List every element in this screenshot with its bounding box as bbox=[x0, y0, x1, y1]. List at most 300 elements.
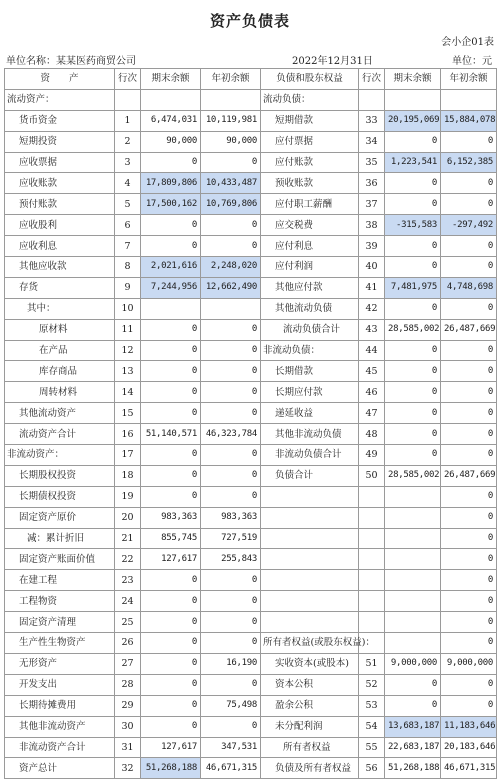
liability-beginning-balance: 15,884,078 bbox=[441, 110, 497, 131]
liability-beginning-balance: 0 bbox=[441, 695, 497, 716]
table-row bbox=[5, 257, 497, 278]
liability-label: 非流动负债合计 bbox=[261, 445, 359, 466]
asset-ending-balance: 0 bbox=[141, 403, 201, 424]
liability-ending-balance: 0 bbox=[385, 382, 441, 403]
form-number: 会小企01表 bbox=[441, 37, 494, 48]
asset-label: 应收票据 bbox=[5, 152, 115, 173]
asset-ending-balance: 0 bbox=[141, 570, 201, 591]
asset-label: 流动资产： bbox=[5, 89, 115, 110]
asset-ending-balance: 51,140,571 bbox=[141, 424, 201, 445]
table-row bbox=[5, 152, 497, 173]
liability-beginning-balance: 0 bbox=[441, 298, 497, 319]
liability-beginning-balance: 20,183,646 bbox=[441, 737, 497, 758]
asset-ending-balance: 0 bbox=[141, 486, 201, 507]
asset-line-no: 23 bbox=[115, 570, 141, 591]
liability-ending-balance: 0 bbox=[385, 257, 441, 278]
table-row bbox=[5, 277, 497, 298]
liability-line-no: 51 bbox=[359, 653, 385, 674]
liability-label bbox=[261, 549, 359, 570]
liability-label: 短期借款 bbox=[261, 110, 359, 131]
asset-label: 固定资产账面价值 bbox=[5, 549, 115, 570]
asset-label: 无形资产 bbox=[5, 653, 115, 674]
table-row bbox=[5, 716, 497, 737]
asset-beginning-balance: 16,190 bbox=[201, 653, 261, 674]
asset-line-no: 31 bbox=[115, 737, 141, 758]
liability-line-no: 49 bbox=[359, 445, 385, 466]
liability-label: 所有者权益(或股东权益)： bbox=[261, 633, 359, 654]
liability-ending-balance: 22,683,187 bbox=[385, 737, 441, 758]
asset-line-no bbox=[115, 89, 141, 110]
asset-label: 长期债权投资 bbox=[5, 486, 115, 507]
asset-beginning-balance bbox=[201, 89, 261, 110]
liability-label: 负债及所有者权益 bbox=[261, 758, 359, 779]
liability-label: 流动负债： bbox=[261, 89, 359, 110]
asset-ending-balance: 855,745 bbox=[141, 528, 201, 549]
liability-ending-balance: 0 bbox=[385, 695, 441, 716]
asset-ending-balance: 0 bbox=[141, 695, 201, 716]
asset-ending-balance: 7,244,956 bbox=[141, 277, 201, 298]
asset-label: 应收利息 bbox=[5, 236, 115, 257]
liability-line-no: 55 bbox=[359, 737, 385, 758]
liability-label: 负债合计 bbox=[261, 465, 359, 486]
liability-beginning-balance: 46,671,315 bbox=[441, 758, 497, 779]
liability-line-no: 53 bbox=[359, 695, 385, 716]
asset-beginning-balance: 75,498 bbox=[201, 695, 261, 716]
asset-line-no: 18 bbox=[115, 465, 141, 486]
asset-label: 在建工程 bbox=[5, 570, 115, 591]
asset-beginning-balance: 0 bbox=[201, 674, 261, 695]
liability-beginning-balance: 0 bbox=[441, 674, 497, 695]
asset-beginning-balance: 0 bbox=[201, 319, 261, 340]
asset-line-no: 20 bbox=[115, 507, 141, 528]
table-row bbox=[5, 465, 497, 486]
asset-line-no: 11 bbox=[115, 319, 141, 340]
table-row bbox=[5, 424, 497, 445]
asset-beginning-balance: 255,843 bbox=[201, 549, 261, 570]
asset-ending-balance: 51,268,188 bbox=[141, 758, 201, 779]
liability-ending-balance bbox=[385, 633, 441, 654]
table-row bbox=[5, 633, 497, 654]
asset-beginning-balance: 0 bbox=[201, 403, 261, 424]
asset-line-no: 19 bbox=[115, 486, 141, 507]
liability-ending-balance bbox=[385, 89, 441, 110]
asset-ending-balance: 0 bbox=[141, 215, 201, 236]
liability-line-no: 38 bbox=[359, 215, 385, 236]
liability-beginning-balance: 0 bbox=[441, 257, 497, 278]
header-liabilities-equity: 负债和股东权益 bbox=[261, 69, 359, 90]
table-row bbox=[5, 131, 497, 152]
asset-beginning-balance: 0 bbox=[201, 612, 261, 633]
liability-label: 应交税费 bbox=[261, 215, 359, 236]
asset-label: 流动资产合计 bbox=[5, 424, 115, 445]
liability-label: 应付职工薪酬 bbox=[261, 194, 359, 215]
asset-beginning-balance: 0 bbox=[201, 716, 261, 737]
asset-ending-balance: 0 bbox=[141, 653, 201, 674]
report-meta bbox=[4, 52, 496, 66]
liability-ending-balance bbox=[385, 591, 441, 612]
asset-label: 减：累计折旧 bbox=[5, 528, 115, 549]
liability-beginning-balance: 0 bbox=[441, 340, 497, 361]
liability-line-no: 44 bbox=[359, 340, 385, 361]
liability-beginning-balance: 0 bbox=[441, 486, 497, 507]
asset-line-no: 1 bbox=[115, 110, 141, 131]
liability-ending-balance bbox=[385, 612, 441, 633]
asset-label: 固定资产原价 bbox=[5, 507, 115, 528]
asset-line-no: 9 bbox=[115, 277, 141, 298]
liability-beginning-balance: 0 bbox=[441, 173, 497, 194]
liability-beginning-balance: 9,000,000 bbox=[441, 653, 497, 674]
liability-line-no: 56 bbox=[359, 758, 385, 779]
table-row bbox=[5, 591, 497, 612]
table-row bbox=[5, 194, 497, 215]
asset-line-no: 24 bbox=[115, 591, 141, 612]
asset-label: 资产总计 bbox=[5, 758, 115, 779]
report-title: 资产负债表 bbox=[209, 12, 290, 30]
liability-beginning-balance: 0 bbox=[441, 424, 497, 445]
table-row bbox=[5, 695, 497, 716]
table-row bbox=[5, 570, 497, 591]
asset-beginning-balance: 0 bbox=[201, 361, 261, 382]
asset-ending-balance: 0 bbox=[141, 340, 201, 361]
liability-beginning-balance: 0 bbox=[441, 194, 497, 215]
liability-line-no: 37 bbox=[359, 194, 385, 215]
header-ending-balance: 期末余额 bbox=[385, 69, 441, 90]
liability-ending-balance: 0 bbox=[385, 236, 441, 257]
liability-ending-balance bbox=[385, 528, 441, 549]
asset-ending-balance: 17,809,806 bbox=[141, 173, 201, 194]
liability-ending-balance: 0 bbox=[385, 173, 441, 194]
header-ending-balance: 期末余额 bbox=[141, 69, 201, 90]
liability-ending-balance: 28,585,002 bbox=[385, 465, 441, 486]
asset-label: 固定资产清理 bbox=[5, 612, 115, 633]
liability-line-no bbox=[359, 591, 385, 612]
liability-line-no bbox=[359, 549, 385, 570]
header-beginning-balance: 年初余额 bbox=[441, 69, 497, 90]
asset-line-no: 15 bbox=[115, 403, 141, 424]
table-header-row bbox=[5, 69, 497, 90]
asset-beginning-balance: 0 bbox=[201, 486, 261, 507]
table-row bbox=[5, 361, 497, 382]
table-row bbox=[5, 528, 497, 549]
asset-beginning-balance: 983,363 bbox=[201, 507, 261, 528]
liability-label bbox=[261, 528, 359, 549]
asset-beginning-balance: 90,000 bbox=[201, 131, 261, 152]
asset-line-no: 30 bbox=[115, 716, 141, 737]
asset-label: 库存商品 bbox=[5, 361, 115, 382]
liability-beginning-balance bbox=[441, 89, 497, 110]
liability-line-no bbox=[359, 570, 385, 591]
asset-beginning-balance: 12,662,490 bbox=[201, 277, 261, 298]
liability-ending-balance bbox=[385, 549, 441, 570]
asset-beginning-balance: 2,248,020 bbox=[201, 257, 261, 278]
asset-label: 在产品 bbox=[5, 340, 115, 361]
table-row bbox=[5, 236, 497, 257]
asset-line-no: 21 bbox=[115, 528, 141, 549]
asset-beginning-balance: 0 bbox=[201, 591, 261, 612]
liability-line-no: 42 bbox=[359, 298, 385, 319]
table-row bbox=[5, 486, 497, 507]
asset-beginning-balance: 0 bbox=[201, 465, 261, 486]
asset-beginning-balance: 10,119,981 bbox=[201, 110, 261, 131]
asset-ending-balance: 0 bbox=[141, 382, 201, 403]
liability-ending-balance: 0 bbox=[385, 340, 441, 361]
table-body bbox=[5, 89, 497, 778]
liability-label: 应付利润 bbox=[261, 257, 359, 278]
table-row bbox=[5, 612, 497, 633]
liability-ending-balance: 51,268,188 bbox=[385, 758, 441, 779]
liability-beginning-balance: 0 bbox=[441, 528, 497, 549]
liability-line-no: 36 bbox=[359, 173, 385, 194]
liability-line-no bbox=[359, 612, 385, 633]
liability-line-no bbox=[359, 528, 385, 549]
liability-ending-balance: 0 bbox=[385, 361, 441, 382]
liability-beginning-balance: 0 bbox=[441, 382, 497, 403]
asset-ending-balance: 0 bbox=[141, 319, 201, 340]
asset-line-no: 2 bbox=[115, 131, 141, 152]
liability-line-no bbox=[359, 486, 385, 507]
liability-label: 应付账款 bbox=[261, 152, 359, 173]
asset-line-no: 16 bbox=[115, 424, 141, 445]
asset-line-no: 7 bbox=[115, 236, 141, 257]
asset-label: 生产性生物资产 bbox=[5, 633, 115, 654]
asset-line-no: 12 bbox=[115, 340, 141, 361]
asset-ending-balance: 0 bbox=[141, 612, 201, 633]
asset-ending-balance: 127,617 bbox=[141, 737, 201, 758]
liability-label: 资本公积 bbox=[261, 674, 359, 695]
liability-line-no bbox=[359, 89, 385, 110]
asset-ending-balance: 983,363 bbox=[141, 507, 201, 528]
liability-line-no: 34 bbox=[359, 131, 385, 152]
table-row bbox=[5, 507, 497, 528]
asset-label: 存货 bbox=[5, 277, 115, 298]
liability-beginning-balance: 0 bbox=[441, 633, 497, 654]
liability-beginning-balance: 0 bbox=[441, 131, 497, 152]
asset-line-no: 29 bbox=[115, 695, 141, 716]
asset-ending-balance: 127,617 bbox=[141, 549, 201, 570]
table-row bbox=[5, 653, 497, 674]
asset-beginning-balance: 727,519 bbox=[201, 528, 261, 549]
liability-beginning-balance: 0 bbox=[441, 361, 497, 382]
liability-line-no: 35 bbox=[359, 152, 385, 173]
liability-line-no: 47 bbox=[359, 403, 385, 424]
liability-ending-balance: 0 bbox=[385, 445, 441, 466]
asset-line-no: 8 bbox=[115, 257, 141, 278]
liability-beginning-balance: 0 bbox=[441, 591, 497, 612]
liability-label: 盈余公积 bbox=[261, 695, 359, 716]
liability-ending-balance: 0 bbox=[385, 194, 441, 215]
report-date: 2022年12月31日 bbox=[292, 56, 373, 67]
header-beginning-balance: 年初余额 bbox=[201, 69, 261, 90]
asset-line-no: 27 bbox=[115, 653, 141, 674]
asset-line-no: 3 bbox=[115, 152, 141, 173]
asset-line-no: 17 bbox=[115, 445, 141, 466]
table-row bbox=[5, 549, 497, 570]
asset-ending-balance: 0 bbox=[141, 445, 201, 466]
asset-label: 长期待摊费用 bbox=[5, 695, 115, 716]
liability-label: 预收账款 bbox=[261, 173, 359, 194]
balance-sheet-table bbox=[4, 68, 497, 779]
asset-ending-balance: 6,474,031 bbox=[141, 110, 201, 131]
liability-label bbox=[261, 507, 359, 528]
asset-ending-balance: 0 bbox=[141, 152, 201, 173]
asset-beginning-balance: 0 bbox=[201, 152, 261, 173]
asset-label: 短期投资 bbox=[5, 131, 115, 152]
asset-label: 其他流动资产 bbox=[5, 403, 115, 424]
liability-ending-balance: 0 bbox=[385, 403, 441, 424]
liability-label: 其他应付款 bbox=[261, 277, 359, 298]
liability-line-no: 48 bbox=[359, 424, 385, 445]
liability-beginning-balance: 6,152,385 bbox=[441, 152, 497, 173]
asset-ending-balance: 0 bbox=[141, 465, 201, 486]
table-row bbox=[5, 403, 497, 424]
liability-ending-balance: 20,195,069 bbox=[385, 110, 441, 131]
table-row bbox=[5, 737, 497, 758]
table-row bbox=[5, 215, 497, 236]
liability-beginning-balance: 0 bbox=[441, 549, 497, 570]
asset-ending-balance: 0 bbox=[141, 633, 201, 654]
liability-line-no: 54 bbox=[359, 716, 385, 737]
asset-beginning-balance: 0 bbox=[201, 633, 261, 654]
asset-beginning-balance: 0 bbox=[201, 570, 261, 591]
liability-label bbox=[261, 570, 359, 591]
liability-ending-balance: 0 bbox=[385, 424, 441, 445]
asset-ending-balance: 0 bbox=[141, 591, 201, 612]
liability-beginning-balance: 0 bbox=[441, 570, 497, 591]
asset-beginning-balance: 347,531 bbox=[201, 737, 261, 758]
asset-line-no: 13 bbox=[115, 361, 141, 382]
asset-line-no: 26 bbox=[115, 633, 141, 654]
asset-label: 开发支出 bbox=[5, 674, 115, 695]
table-row bbox=[5, 319, 497, 340]
asset-label: 非流动资产： bbox=[5, 445, 115, 466]
asset-beginning-balance: 0 bbox=[201, 340, 261, 361]
liability-label: 长期应付款 bbox=[261, 382, 359, 403]
liability-ending-balance: 0 bbox=[385, 131, 441, 152]
asset-line-no: 32 bbox=[115, 758, 141, 779]
liability-line-no: 50 bbox=[359, 465, 385, 486]
table-row bbox=[5, 382, 497, 403]
liability-line-no: 43 bbox=[359, 319, 385, 340]
liability-label: 未分配利润 bbox=[261, 716, 359, 737]
asset-beginning-balance bbox=[201, 298, 261, 319]
liability-label: 所有者权益 bbox=[261, 737, 359, 758]
asset-ending-balance bbox=[141, 298, 201, 319]
asset-label: 应收股利 bbox=[5, 215, 115, 236]
asset-ending-balance: 0 bbox=[141, 716, 201, 737]
asset-ending-balance: 2,021,616 bbox=[141, 257, 201, 278]
asset-ending-balance: 0 bbox=[141, 236, 201, 257]
asset-ending-balance bbox=[141, 89, 201, 110]
liability-line-no: 46 bbox=[359, 382, 385, 403]
asset-label: 周转材料 bbox=[5, 382, 115, 403]
table-row bbox=[5, 674, 497, 695]
liability-label: 应付票据 bbox=[261, 131, 359, 152]
asset-beginning-balance: 0 bbox=[201, 382, 261, 403]
asset-line-no: 14 bbox=[115, 382, 141, 403]
liability-line-no: 39 bbox=[359, 236, 385, 257]
liability-beginning-balance: 26,487,669 bbox=[441, 319, 497, 340]
liability-ending-balance: 28,585,002 bbox=[385, 319, 441, 340]
liability-beginning-balance: 0 bbox=[441, 445, 497, 466]
liability-label: 其他流动负债 bbox=[261, 298, 359, 319]
asset-beginning-balance: 46,323,784 bbox=[201, 424, 261, 445]
asset-ending-balance: 0 bbox=[141, 674, 201, 695]
liability-beginning-balance: 26,487,669 bbox=[441, 465, 497, 486]
asset-line-no: 22 bbox=[115, 549, 141, 570]
liability-ending-balance: 1,223,541 bbox=[385, 152, 441, 173]
header-line-no: 行次 bbox=[359, 69, 385, 90]
table-row bbox=[5, 110, 497, 131]
table-row bbox=[5, 89, 497, 110]
asset-label: 原材料 bbox=[5, 319, 115, 340]
liability-ending-balance: 13,683,187 bbox=[385, 716, 441, 737]
liability-ending-balance bbox=[385, 486, 441, 507]
asset-line-no: 28 bbox=[115, 674, 141, 695]
liability-beginning-balance: 0 bbox=[441, 612, 497, 633]
liability-ending-balance bbox=[385, 570, 441, 591]
header-assets: 资 产 bbox=[5, 69, 115, 90]
liability-label bbox=[261, 591, 359, 612]
asset-line-no: 10 bbox=[115, 298, 141, 319]
table-row bbox=[5, 340, 497, 361]
liability-ending-balance: 9,000,000 bbox=[385, 653, 441, 674]
liability-label: 递延收益 bbox=[261, 403, 359, 424]
table-row bbox=[5, 758, 497, 779]
liability-beginning-balance: -297,492 bbox=[441, 215, 497, 236]
liability-label bbox=[261, 612, 359, 633]
liability-label: 应付利息 bbox=[261, 236, 359, 257]
liability-ending-balance bbox=[385, 507, 441, 528]
liability-ending-balance: 0 bbox=[385, 674, 441, 695]
liability-line-no: 41 bbox=[359, 277, 385, 298]
liability-beginning-balance: 11,183,646 bbox=[441, 716, 497, 737]
asset-line-no: 6 bbox=[115, 215, 141, 236]
liability-label: 长期借款 bbox=[261, 361, 359, 382]
asset-beginning-balance: 0 bbox=[201, 445, 261, 466]
asset-label: 其他非流动资产 bbox=[5, 716, 115, 737]
asset-label: 其他应收款 bbox=[5, 257, 115, 278]
asset-beginning-balance: 46,671,315 bbox=[201, 758, 261, 779]
liability-line-no: 52 bbox=[359, 674, 385, 695]
asset-beginning-balance: 10,433,487 bbox=[201, 173, 261, 194]
liability-label: 其他非流动负债 bbox=[261, 424, 359, 445]
currency-unit: 单位：元 bbox=[452, 56, 492, 67]
asset-beginning-balance: 0 bbox=[201, 236, 261, 257]
asset-label: 货币资金 bbox=[5, 110, 115, 131]
liability-label: 非流动负债： bbox=[261, 340, 359, 361]
table-row bbox=[5, 173, 497, 194]
asset-label: 非流动资产合计 bbox=[5, 737, 115, 758]
liability-beginning-balance: 0 bbox=[441, 403, 497, 424]
liability-beginning-balance: 4,748,698 bbox=[441, 277, 497, 298]
asset-line-no: 25 bbox=[115, 612, 141, 633]
asset-beginning-balance: 10,769,806 bbox=[201, 194, 261, 215]
liability-beginning-balance: 0 bbox=[441, 236, 497, 257]
asset-ending-balance: 0 bbox=[141, 361, 201, 382]
liability-beginning-balance: 0 bbox=[441, 507, 497, 528]
table-row bbox=[5, 298, 497, 319]
table-row bbox=[5, 445, 497, 466]
asset-label: 其中： bbox=[5, 298, 115, 319]
asset-label: 应收账款 bbox=[5, 173, 115, 194]
asset-label: 工程物资 bbox=[5, 591, 115, 612]
liability-ending-balance: 0 bbox=[385, 298, 441, 319]
liability-label: 流动负债合计 bbox=[261, 319, 359, 340]
header-line-no: 行次 bbox=[115, 69, 141, 90]
asset-beginning-balance: 0 bbox=[201, 215, 261, 236]
liability-label bbox=[261, 486, 359, 507]
asset-label: 长期股权投资 bbox=[5, 465, 115, 486]
